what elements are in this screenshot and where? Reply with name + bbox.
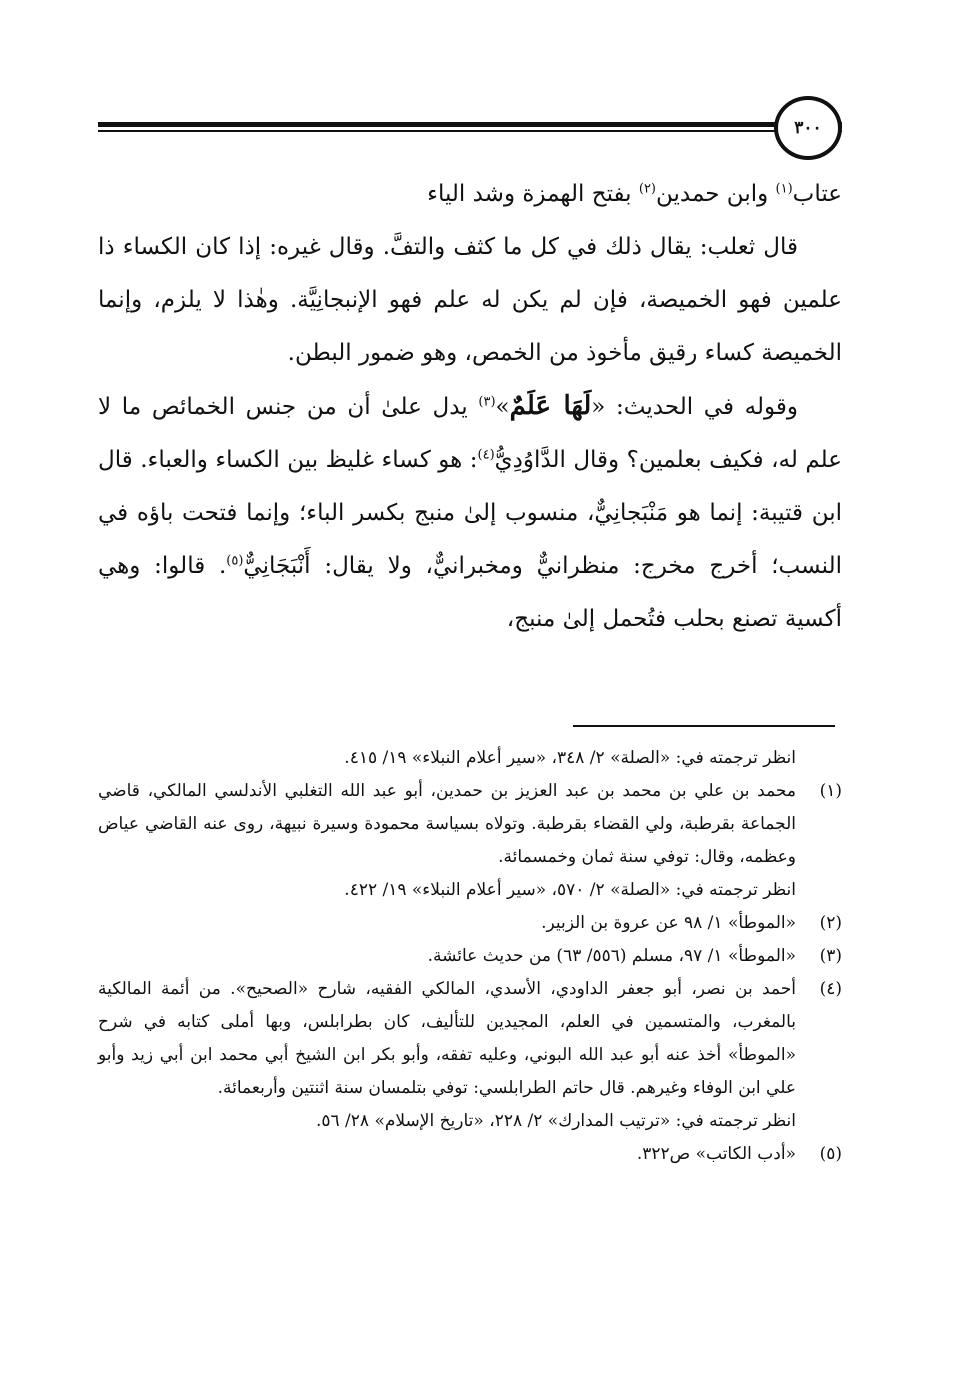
footnote-body xyxy=(98,775,796,907)
footnote-5 xyxy=(98,1138,842,1171)
paragraph-2: قال ثعلب: يقال ذلك في كل ما كثف والتفَّ. وقال غيره: إذا كان الكساء ذا علمين فهو الخميصة، فإن لم يكن له علم فهو الإنبجانِيَّة. وهٰذا لا يلزم، وإنما الخميصة كساء رقيق مأخوذ من الخمص، وهو ضمور البطن. xyxy=(98,234,842,366)
footnote-text: «أدب الكاتب» ص٣٢٢. xyxy=(636,1144,796,1164)
footnote-body xyxy=(98,907,796,940)
header-rule-thick xyxy=(98,122,842,127)
text-run: وابن حمدين xyxy=(656,181,776,207)
footnotes xyxy=(98,742,842,1171)
paragraph-3 xyxy=(98,380,842,646)
footnote-ref-5[interactable]: (٥) xyxy=(226,553,244,569)
footnote-ref-3[interactable]: (٣) xyxy=(478,394,496,410)
text-run: عتاب xyxy=(792,181,842,207)
paragraph-1 xyxy=(98,168,842,221)
text-run: » xyxy=(495,394,510,420)
footnote-text: «الموطأ» ١/ ٩٨ عن عروة بن الزبير. xyxy=(541,913,796,933)
footnote-divider xyxy=(573,725,835,727)
footnote-body xyxy=(98,1138,796,1171)
footnote-continuation: انظر ترجمته في: «الصلة» ٢/ ٣٤٨، «سير أعلام النبلاء» ١٩/ ٤١٥. xyxy=(344,748,796,768)
footnote-body xyxy=(98,973,796,1138)
footnote-2 xyxy=(98,907,842,940)
footnote-ref-line: انظر ترجمته في: «ترتيب المدارك» ٢/ ٢٢٨، «تاريخ الإسلام» ٢٨/ ٥٦. xyxy=(315,1111,796,1131)
footnote-text: أحمد بن نصر، أبو جعفر الداودي، الأسدي، المالكي الفقيه، شارح «الصحيح». من أئمة المالكية بالمغرب، والمتسمين في العلم، المجيدين للتأليف، كان بطرابلس، وبها أملى كتابه في شرح «الموطأ» أخذ عنه أبو عبد الله البوني، وعليه تفقه، وأبو بكر ابن الشيخ أبي محمد ابن أبي زيد وأبو علي ابن الوفاء وغيرهم. قال حاتم الطرابلسي: توفي بتلمسان سنة اثنتين وأربعمائة. xyxy=(98,979,796,1098)
page-header xyxy=(98,96,842,156)
footnote-number: (٥) xyxy=(819,1144,842,1164)
footnote-body xyxy=(98,940,796,973)
text-run: وقوله في الحديث: « xyxy=(591,394,798,420)
text-run: يدل علىٰ أن من جنس الخمائص ما لا علم له، فكيف بعلمين؟ وقال الدَّاوُدِيُّ xyxy=(98,394,842,473)
footnote-number: (٢) xyxy=(819,913,842,933)
main-text xyxy=(98,168,842,646)
footnote-3 xyxy=(98,940,842,973)
footnote-text: «الموطأ» ١/ ٩٧، مسلم (٥٥٦/ ٦٣) من حديث عائشة. xyxy=(427,946,796,966)
footnote-1 xyxy=(98,775,842,907)
footnote-number: (١) xyxy=(819,781,842,801)
header-rule-thin xyxy=(98,130,842,132)
hadith-quote: لَهَا عَلَمٌ xyxy=(509,391,592,421)
footnote-text: محمد بن علي بن محمد بن عبد العزيز بن حمدين، أبو عبد الله التغلبي الأندلسي المالكي، قاضي الجماعة بقرطبة، ولي القضاء بقرطبة. وتولاه بسياسة محمودة وسيرة نبيهة، روى عنه القاضي عياض وعظمه، وقال: توفي سنة ثمان وخمسمائة. xyxy=(98,781,796,867)
footnote-number: (٤) xyxy=(819,979,842,999)
text-run: : هو كساء غليظ بين الكساء والعباء. قال ابن قتيبة: إنما هو مَنْبَجانِيٌّ، منسوب إلىٰ منبج بكسر الباء؛ وإنما فتحت باؤه في النسب؛ أخرج مخرج: منظرانيٌّ ومخبرانيٌّ، ولا يقال: أَنْبَجَانِيٌّ xyxy=(98,447,842,579)
footnote-ref-line: انظر ترجمته في: «الصلة» ٢/ ٥٧٠، «سير أعلام النبلاء» ١٩/ ٤٢٢. xyxy=(344,880,796,900)
text-run: . قالوا: وهي أكسية تصنع بحلب فتُحمل إلىٰ منبج، xyxy=(98,553,842,632)
footnote-ref-4[interactable]: (٤) xyxy=(477,447,495,463)
page-number: ٣٠٠ xyxy=(774,96,842,160)
footnote-number: (٣) xyxy=(819,946,842,966)
footnote-ref-2[interactable]: (٢) xyxy=(638,181,656,197)
footnote-4 xyxy=(98,973,842,1138)
footnote-ref-1[interactable]: (١) xyxy=(775,181,793,197)
text-run: بفتح الهمزة وشد الياء xyxy=(427,181,639,207)
